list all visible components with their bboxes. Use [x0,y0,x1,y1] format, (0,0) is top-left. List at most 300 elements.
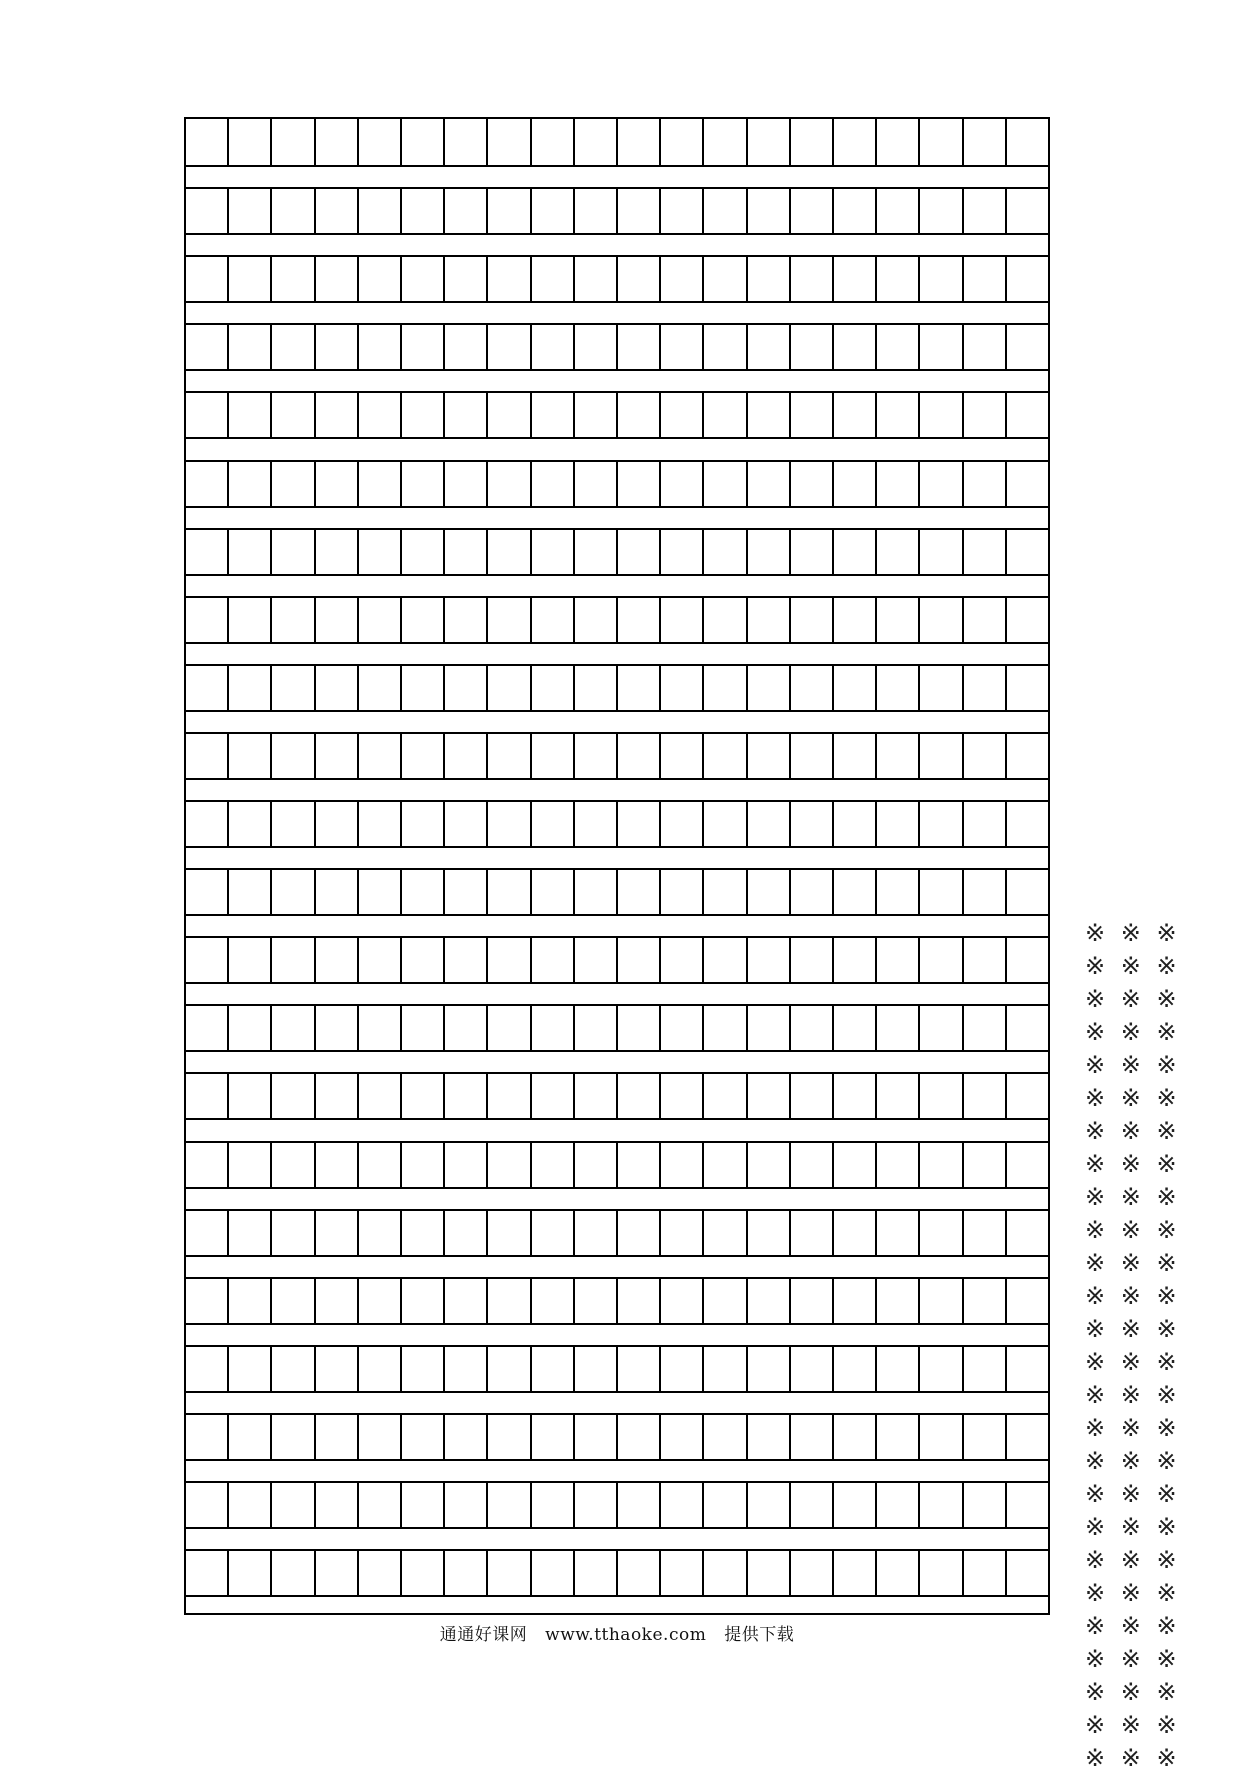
grid-cell[interactable] [532,1006,575,1050]
grid-cell[interactable] [402,1347,445,1391]
grid-cell[interactable] [186,666,229,710]
grid-cell[interactable] [402,1211,445,1255]
grid-cell[interactable] [964,666,1007,710]
grid-cell[interactable] [316,325,359,369]
grid-cell[interactable] [316,189,359,233]
grid-cell[interactable] [229,802,272,846]
grid-cell[interactable] [661,119,704,165]
grid-cell[interactable] [791,1006,834,1050]
grid-cell[interactable] [272,257,315,301]
grid-cell[interactable] [618,598,661,642]
grid-cell[interactable] [186,1347,229,1391]
grid-cell[interactable] [964,119,1007,165]
grid-cell[interactable] [618,530,661,574]
grid-cell[interactable] [704,734,747,778]
grid-cell[interactable] [532,1483,575,1527]
grid-cell[interactable] [748,1551,791,1595]
grid-cell[interactable] [618,802,661,846]
grid-cell[interactable] [272,1483,315,1527]
grid-cell[interactable] [661,1143,704,1187]
grid-cell[interactable] [402,325,445,369]
grid-cell[interactable] [402,257,445,301]
grid-cell[interactable] [791,530,834,574]
grid-cell[interactable] [359,119,402,165]
grid-cell[interactable] [920,1006,963,1050]
grid-cell[interactable] [402,870,445,914]
grid-cell[interactable] [618,1279,661,1323]
grid-cell[interactable] [272,462,315,506]
grid-cell[interactable] [272,1415,315,1459]
grid-cell[interactable] [877,802,920,846]
grid-cell[interactable] [488,189,531,233]
grid-cell[interactable] [1007,666,1048,710]
grid-cell[interactable] [834,1279,877,1323]
grid-cell[interactable] [229,1551,272,1595]
grid-cell[interactable] [402,530,445,574]
grid-cell[interactable] [575,119,618,165]
grid-cell[interactable] [402,1483,445,1527]
grid-cell[interactable] [272,1006,315,1050]
grid-cell[interactable] [834,189,877,233]
grid-cell[interactable] [877,257,920,301]
grid-cell[interactable] [834,257,877,301]
grid-cell[interactable] [791,666,834,710]
grid-cell[interactable] [920,1415,963,1459]
grid-cell[interactable] [316,1006,359,1050]
grid-cell[interactable] [272,1143,315,1187]
grid-cell[interactable] [488,1279,531,1323]
grid-cell[interactable] [575,870,618,914]
grid-cell[interactable] [488,598,531,642]
grid-cell[interactable] [445,1006,488,1050]
grid-cell[interactable] [488,1415,531,1459]
grid-cell[interactable] [661,734,704,778]
grid-cell[interactable] [575,189,618,233]
grid-cell[interactable] [359,1483,402,1527]
grid-cell[interactable] [575,1483,618,1527]
grid-cell[interactable] [532,734,575,778]
grid-cell[interactable] [186,1006,229,1050]
grid-cell[interactable] [229,119,272,165]
grid-cell[interactable] [964,1415,1007,1459]
grid-cell[interactable] [532,1415,575,1459]
grid-cell[interactable] [1007,1483,1048,1527]
grid-cell[interactable] [791,1279,834,1323]
grid-cell[interactable] [445,870,488,914]
grid-cell[interactable] [186,257,229,301]
grid-cell[interactable] [272,325,315,369]
grid-cell[interactable] [964,802,1007,846]
grid-cell[interactable] [661,666,704,710]
grid-cell[interactable] [229,257,272,301]
grid-cell[interactable] [791,257,834,301]
grid-cell[interactable] [532,462,575,506]
grid-cell[interactable] [186,870,229,914]
grid-cell[interactable] [445,1143,488,1187]
grid-cell[interactable] [575,1551,618,1595]
grid-cell[interactable] [186,530,229,574]
grid-cell[interactable] [834,734,877,778]
grid-cell[interactable] [272,1279,315,1323]
grid-cell[interactable] [272,598,315,642]
grid-cell[interactable] [445,189,488,233]
grid-cell[interactable] [964,393,1007,437]
grid-cell[interactable] [488,734,531,778]
grid-cell[interactable] [661,462,704,506]
grid-cell[interactable] [704,1006,747,1050]
grid-cell[interactable] [920,666,963,710]
grid-cell[interactable] [748,1415,791,1459]
grid-cell[interactable] [618,666,661,710]
grid-cell[interactable] [920,870,963,914]
grid-cell[interactable] [661,1551,704,1595]
grid-cell[interactable] [359,1551,402,1595]
grid-cell[interactable] [445,1415,488,1459]
grid-cell[interactable] [920,1483,963,1527]
grid-cell[interactable] [964,462,1007,506]
grid-cell[interactable] [402,666,445,710]
grid-cell[interactable] [877,1483,920,1527]
grid-cell[interactable] [834,1074,877,1118]
grid-cell[interactable] [920,598,963,642]
grid-cell[interactable] [748,1074,791,1118]
grid-cell[interactable] [834,1415,877,1459]
grid-cell[interactable] [229,530,272,574]
grid-cell[interactable] [748,1143,791,1187]
grid-cell[interactable] [359,189,402,233]
grid-cell[interactable] [1007,1143,1048,1187]
grid-cell[interactable] [964,1347,1007,1391]
grid-cell[interactable] [229,598,272,642]
grid-cell[interactable] [791,598,834,642]
grid-cell[interactable] [402,1279,445,1323]
grid-cell[interactable] [359,257,402,301]
grid-cell[interactable] [964,598,1007,642]
grid-cell[interactable] [186,734,229,778]
grid-cell[interactable] [964,1551,1007,1595]
grid-cell[interactable] [748,1006,791,1050]
grid-cell[interactable] [532,598,575,642]
grid-cell[interactable] [402,1006,445,1050]
grid-cell[interactable] [964,1006,1007,1050]
grid-cell[interactable] [186,598,229,642]
grid-cell[interactable] [532,802,575,846]
grid-cell[interactable] [316,1074,359,1118]
grid-cell[interactable] [618,189,661,233]
grid-cell[interactable] [1007,1279,1048,1323]
grid-cell[interactable] [618,1143,661,1187]
grid-cell[interactable] [618,462,661,506]
grid-cell[interactable] [877,119,920,165]
grid-cell[interactable] [791,325,834,369]
grid-cell[interactable] [229,734,272,778]
grid-cell[interactable] [834,598,877,642]
grid-cell[interactable] [877,1143,920,1187]
grid-cell[interactable] [575,1143,618,1187]
grid-cell[interactable] [316,1483,359,1527]
grid-cell[interactable] [704,1279,747,1323]
grid-cell[interactable] [618,119,661,165]
grid-cell[interactable] [618,870,661,914]
grid-cell[interactable] [748,1211,791,1255]
grid-cell[interactable] [704,1211,747,1255]
grid-cell[interactable] [575,1006,618,1050]
grid-cell[interactable] [791,1211,834,1255]
grid-cell[interactable] [661,938,704,982]
grid-cell[interactable] [488,1551,531,1595]
grid-cell[interactable] [920,1347,963,1391]
grid-cell[interactable] [748,938,791,982]
grid-cell[interactable] [316,598,359,642]
grid-cell[interactable] [359,598,402,642]
grid-cell[interactable] [791,938,834,982]
grid-cell[interactable] [748,462,791,506]
grid-cell[interactable] [791,1551,834,1595]
grid-cell[interactable] [834,666,877,710]
grid-cell[interactable] [532,666,575,710]
grid-cell[interactable] [575,598,618,642]
grid-cell[interactable] [575,462,618,506]
grid-cell[interactable] [532,1074,575,1118]
grid-cell[interactable] [704,257,747,301]
grid-cell[interactable] [834,393,877,437]
grid-cell[interactable] [402,598,445,642]
grid-cell[interactable] [1007,802,1048,846]
grid-cell[interactable] [532,938,575,982]
grid-cell[interactable] [359,938,402,982]
grid-cell[interactable] [877,189,920,233]
grid-cell[interactable] [186,119,229,165]
grid-cell[interactable] [532,530,575,574]
grid-cell[interactable] [445,462,488,506]
grid-cell[interactable] [532,1551,575,1595]
grid-cell[interactable] [359,393,402,437]
grid-cell[interactable] [272,119,315,165]
grid-cell[interactable] [445,734,488,778]
grid-cell[interactable] [920,393,963,437]
grid-cell[interactable] [704,1551,747,1595]
grid-cell[interactable] [920,119,963,165]
grid-cell[interactable] [229,666,272,710]
grid-cell[interactable] [272,189,315,233]
grid-cell[interactable] [834,462,877,506]
grid-cell[interactable] [316,462,359,506]
grid-cell[interactable] [920,1143,963,1187]
grid-cell[interactable] [877,938,920,982]
grid-cell[interactable] [834,1143,877,1187]
grid-cell[interactable] [877,870,920,914]
grid-cell[interactable] [877,1551,920,1595]
grid-cell[interactable] [402,1415,445,1459]
grid-cell[interactable] [488,325,531,369]
grid-cell[interactable] [186,462,229,506]
grid-cell[interactable] [488,1211,531,1255]
grid-cell[interactable] [834,1347,877,1391]
grid-cell[interactable] [359,325,402,369]
grid-cell[interactable] [1007,1551,1048,1595]
grid-cell[interactable] [877,1211,920,1255]
grid-cell[interactable] [186,1551,229,1595]
grid-cell[interactable] [877,666,920,710]
grid-cell[interactable] [791,462,834,506]
grid-cell[interactable] [964,1143,1007,1187]
grid-cell[interactable] [402,393,445,437]
grid-cell[interactable] [618,1415,661,1459]
grid-cell[interactable] [748,1279,791,1323]
grid-cell[interactable] [575,393,618,437]
grid-cell[interactable] [359,1211,402,1255]
grid-cell[interactable] [704,325,747,369]
grid-cell[interactable] [1007,189,1048,233]
grid-cell[interactable] [877,325,920,369]
grid-cell[interactable] [748,1483,791,1527]
grid-cell[interactable] [186,1415,229,1459]
grid-cell[interactable] [661,1074,704,1118]
grid-cell[interactable] [964,1074,1007,1118]
grid-cell[interactable] [877,530,920,574]
grid-cell[interactable] [272,1211,315,1255]
grid-cell[interactable] [316,734,359,778]
grid-cell[interactable] [488,870,531,914]
grid-cell[interactable] [1007,257,1048,301]
grid-cell[interactable] [488,393,531,437]
grid-cell[interactable] [704,119,747,165]
grid-cell[interactable] [877,1415,920,1459]
grid-cell[interactable] [791,1143,834,1187]
grid-cell[interactable] [661,1347,704,1391]
grid-cell[interactable] [532,1347,575,1391]
grid-cell[interactable] [704,1074,747,1118]
grid-cell[interactable] [791,119,834,165]
grid-cell[interactable] [877,1279,920,1323]
grid-cell[interactable] [488,1347,531,1391]
grid-cell[interactable] [704,1347,747,1391]
grid-cell[interactable] [877,393,920,437]
grid-cell[interactable] [618,1551,661,1595]
grid-cell[interactable] [445,393,488,437]
grid-cell[interactable] [618,393,661,437]
grid-cell[interactable] [748,119,791,165]
grid-cell[interactable] [359,870,402,914]
grid-cell[interactable] [920,734,963,778]
grid-cell[interactable] [920,257,963,301]
grid-cell[interactable] [964,1211,1007,1255]
grid-cell[interactable] [575,938,618,982]
grid-cell[interactable] [316,257,359,301]
grid-cell[interactable] [488,257,531,301]
grid-cell[interactable] [964,189,1007,233]
grid-cell[interactable] [488,1143,531,1187]
grid-cell[interactable] [791,393,834,437]
grid-cell[interactable] [488,1006,531,1050]
grid-cell[interactable] [1007,598,1048,642]
grid-cell[interactable] [316,938,359,982]
grid-cell[interactable] [186,1483,229,1527]
grid-cell[interactable] [359,1279,402,1323]
grid-cell[interactable] [532,870,575,914]
grid-cell[interactable] [618,1483,661,1527]
grid-cell[interactable] [877,462,920,506]
grid-cell[interactable] [229,1279,272,1323]
grid-cell[interactable] [316,119,359,165]
grid-cell[interactable] [964,734,1007,778]
grid-cell[interactable] [488,530,531,574]
grid-cell[interactable] [704,666,747,710]
grid-cell[interactable] [920,1074,963,1118]
grid-cell[interactable] [445,1074,488,1118]
grid-cell[interactable] [445,666,488,710]
grid-cell[interactable] [229,393,272,437]
grid-cell[interactable] [575,1211,618,1255]
grid-cell[interactable] [316,393,359,437]
grid-cell[interactable] [575,257,618,301]
grid-cell[interactable] [834,119,877,165]
grid-cell[interactable] [704,1483,747,1527]
grid-cell[interactable] [704,938,747,982]
grid-cell[interactable] [661,598,704,642]
grid-cell[interactable] [834,325,877,369]
grid-cell[interactable] [834,530,877,574]
grid-cell[interactable] [316,530,359,574]
grid-cell[interactable] [532,257,575,301]
grid-cell[interactable] [920,1279,963,1323]
grid-cell[interactable] [1007,119,1048,165]
grid-cell[interactable] [791,1415,834,1459]
grid-cell[interactable] [834,1006,877,1050]
grid-cell[interactable] [402,1074,445,1118]
grid-cell[interactable] [964,1279,1007,1323]
grid-cell[interactable] [1007,1415,1048,1459]
grid-cell[interactable] [272,1347,315,1391]
grid-cell[interactable] [748,870,791,914]
grid-cell[interactable] [359,1006,402,1050]
grid-cell[interactable] [834,802,877,846]
grid-cell[interactable] [445,598,488,642]
grid-cell[interactable] [272,870,315,914]
grid-cell[interactable] [618,938,661,982]
grid-cell[interactable] [186,189,229,233]
grid-cell[interactable] [488,666,531,710]
grid-cell[interactable] [964,938,1007,982]
grid-cell[interactable] [618,734,661,778]
grid-cell[interactable] [316,1415,359,1459]
grid-cell[interactable] [445,119,488,165]
grid-cell[interactable] [704,462,747,506]
grid-cell[interactable] [748,189,791,233]
grid-cell[interactable] [748,1347,791,1391]
grid-cell[interactable] [661,802,704,846]
grid-cell[interactable] [272,938,315,982]
grid-cell[interactable] [748,802,791,846]
grid-cell[interactable] [791,1347,834,1391]
grid-cell[interactable] [791,734,834,778]
grid-cell[interactable] [229,938,272,982]
grid-cell[interactable] [704,870,747,914]
grid-cell[interactable] [359,1143,402,1187]
grid-cell[interactable] [920,938,963,982]
grid-cell[interactable] [316,666,359,710]
grid-cell[interactable] [877,1006,920,1050]
grid-cell[interactable] [920,1211,963,1255]
grid-cell[interactable] [532,189,575,233]
grid-cell[interactable] [402,802,445,846]
grid-cell[interactable] [1007,1006,1048,1050]
grid-cell[interactable] [704,802,747,846]
grid-cell[interactable] [445,938,488,982]
grid-cell[interactable] [704,393,747,437]
grid-cell[interactable] [229,325,272,369]
grid-cell[interactable] [229,1074,272,1118]
